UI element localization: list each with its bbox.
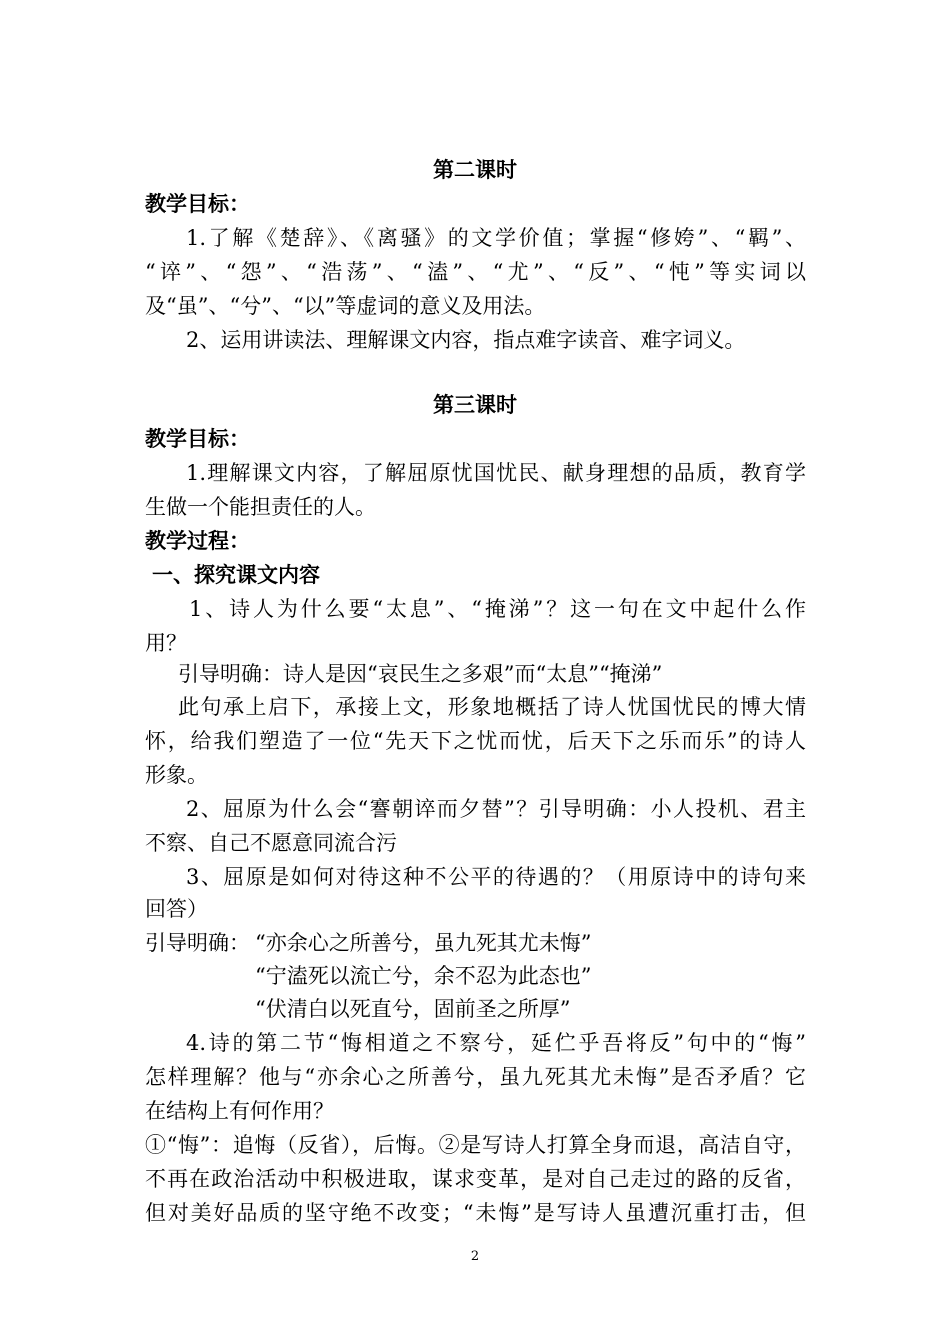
answer3-label: 引导明确： — [145, 931, 250, 955]
answer3-quote2: “宁溘死以流亡兮，余不忍为此态也” — [255, 964, 592, 988]
answer1b-line2: 怀，给我们塑造了一位“先天下之忧而忧，后天下之乐而乐”的诗人 — [145, 729, 806, 753]
answer3-quote1: “亦余心之所善兮，虽九死其尤未悔” — [255, 931, 592, 955]
question4-line1: 4.诗的第二节“悔相道之不察兮，延伫乎吾将反”句中的“悔” — [186, 1031, 806, 1055]
answer3-quote3: “伏清白以死直兮，固前圣之所厚” — [255, 997, 571, 1021]
lesson3-goal1-line1: 1.理解课文内容，了解屈原忧国忧民、献身理想的品质，教育学 — [186, 461, 806, 485]
answer1b-line3: 形象。 — [145, 763, 208, 787]
question1-line1: 1、诗人为什么要“太息”、“掩涕”？这一句在文中起什么作 — [189, 597, 806, 621]
answer1: 引导明确：诗人是因“哀民生之多艰”而“太息”“掩涕” — [178, 662, 663, 686]
lesson2-goal2: 2、运用讲读法、理解课文内容，指点难字读音、难字词义。 — [186, 328, 746, 352]
question4-line2: 怎样理解？他与“亦余心之所善兮，虽九死其尤未悔”是否矛盾？它 — [145, 1065, 806, 1089]
question1-line2: 用？ — [145, 631, 187, 655]
lesson2-goal1-line3: 及“虽”、“兮”、“以”等虚词的意义及用法。 — [145, 294, 546, 318]
question3-line1: 3、屈原是如何对待这种不公平的待遇的？（用原诗中的诗句来 — [186, 865, 806, 889]
question4-line3: 在结构上有何作用？ — [145, 1099, 334, 1123]
question2-line2: 不察、自己不愿意同流合污 — [145, 831, 397, 855]
answer4-line3: 但对美好品质的坚守绝不改变；“未悔”是写诗人虽遭沉重打击，但 — [145, 1201, 806, 1225]
section1-heading: 一、探究课文内容 — [152, 562, 320, 587]
page-number: 2 — [470, 1249, 480, 1264]
lesson2-goals-heading: 教学目标： — [145, 191, 250, 216]
lesson3-goals-heading: 教学目标： — [145, 426, 250, 451]
answer1b-line1: 此句承上启下，承接上文，形象地概括了诗人忧国忧民的博大情 — [178, 695, 806, 719]
question2-line1: 2、屈原为什么会“謇朝谇而夕替”？引导明确：小人投机、君主 — [186, 797, 806, 821]
lesson3-title: 第三课时 — [433, 392, 517, 417]
process-heading: 教学过程： — [145, 528, 250, 553]
answer4-line2: 不再在政治活动中积极进取，谋求变革，是对自己走过的路的反省， — [145, 1167, 806, 1191]
answer4-line1: ①“悔”：追悔（反省），后悔。②是写诗人打算全身而退，高洁自守， — [145, 1133, 806, 1157]
lesson2-goal1-line1: 1.了解《楚辞》、《离骚》的文学价值；掌握“修姱”、“羁”、 — [186, 226, 806, 250]
lesson3-goal1-line2: 生做一个能担责任的人。 — [145, 495, 376, 519]
lesson2-title: 第二课时 — [433, 157, 517, 182]
question3-line2: 回答） — [145, 897, 208, 921]
lesson2-goal1-line2: “谇”、“怨”、“浩荡”、“溘”、“尤”、“反”、“忳”等实词以 — [145, 260, 806, 284]
